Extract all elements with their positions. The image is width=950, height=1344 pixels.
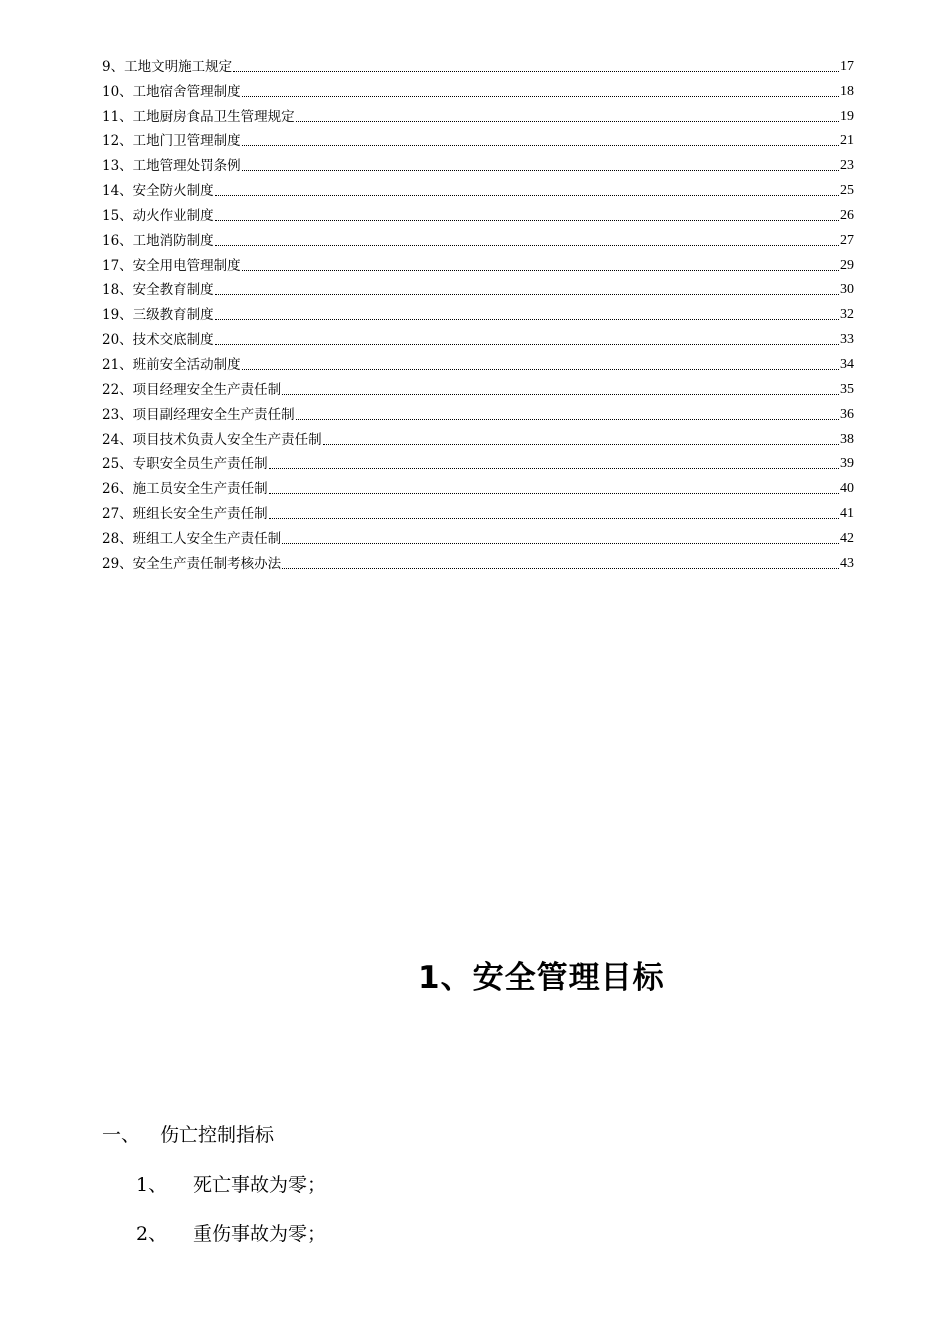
toc-entry-label: 11、工地厨房食品卫生管理规定: [102, 108, 295, 125]
section-title: 伤亡控制指标: [160, 1124, 275, 1146]
toc-entry-label: 28、班组工人安全生产责任制: [102, 530, 282, 547]
toc-entry[interactable]: [102, 276, 854, 301]
toc-entry-label: 14、安全防火制度: [102, 183, 214, 200]
toc-entry-page: 23: [840, 158, 854, 174]
toc-entry-page: 42: [840, 530, 854, 546]
toc-leader-dots: [242, 145, 839, 146]
toc-entry[interactable]: [102, 400, 854, 425]
page-title: 1、安全管理目标: [418, 960, 665, 996]
toc-entry-page: 32: [840, 307, 854, 323]
toc-entry-page: 36: [840, 406, 854, 422]
toc-entry-page: 39: [840, 456, 854, 472]
toc-leader-dots: [242, 170, 839, 171]
toc-entry-page: 19: [840, 108, 854, 124]
toc-entry-label: 21、班前安全活动制度: [102, 356, 241, 373]
toc-leader-dots: [282, 394, 839, 395]
list-item: [136, 1170, 326, 1197]
toc-entry-page: 40: [840, 481, 854, 497]
toc-entry-page: 41: [840, 506, 854, 522]
toc-entry[interactable]: [102, 300, 854, 325]
toc-entry-page: 29: [840, 257, 854, 273]
toc-leader-dots: [269, 493, 839, 494]
toc-entry-page: 26: [840, 207, 854, 223]
table-of-contents: [102, 52, 854, 574]
toc-leader-dots: [242, 369, 839, 370]
toc-entry-page: 35: [840, 381, 854, 397]
toc-entry[interactable]: [102, 151, 854, 176]
section-heading: [102, 1120, 274, 1147]
toc-entry-label: 17、安全用电管理制度: [102, 257, 241, 274]
toc-leader-dots: [269, 468, 839, 469]
toc-entry-label: 26、施工员安全生产责任制: [102, 481, 268, 498]
toc-entry[interactable]: [102, 201, 854, 226]
toc-entry-label: 23、项目副经理安全生产责任制: [102, 406, 295, 423]
list-item-number: 1、: [136, 1174, 168, 1196]
toc-entry[interactable]: [102, 251, 854, 276]
list-item: [136, 1219, 326, 1246]
toc-entry-label: 25、专职安全员生产责任制: [102, 456, 268, 473]
toc-entry-label: 20、技术交底制度: [102, 332, 214, 349]
toc-leader-dots: [215, 220, 839, 221]
toc-leader-dots: [215, 294, 839, 295]
toc-entry-page: 27: [840, 232, 854, 248]
toc-entry[interactable]: [102, 350, 854, 375]
section-number: 一、: [102, 1124, 141, 1146]
toc-entry-label: 13、工地管理处罚条例: [102, 158, 241, 175]
toc-entry-page: 38: [840, 431, 854, 447]
toc-entry-label: 22、项目经理安全生产责任制: [102, 381, 282, 398]
toc-entry-page: 25: [840, 183, 854, 199]
toc-entry[interactable]: [102, 474, 854, 499]
toc-leader-dots: [215, 344, 839, 345]
toc-leader-dots: [215, 319, 839, 320]
toc-leader-dots: [269, 518, 839, 519]
toc-entry-label: 18、安全教育制度: [102, 282, 214, 299]
toc-entry-page: 21: [840, 133, 854, 149]
toc-entry-label: 16、工地消防制度: [102, 232, 214, 249]
toc-entry-label: 12、工地门卫管理制度: [102, 133, 241, 150]
toc-entry[interactable]: [102, 102, 854, 127]
toc-entry-label: 10、工地宿舍管理制度: [102, 83, 241, 100]
toc-entry-label: 27、班组长安全生产责任制: [102, 506, 268, 523]
toc-leader-dots: [242, 96, 839, 97]
toc-entry[interactable]: [102, 375, 854, 400]
list-item-text: 重伤事故为零；: [193, 1223, 327, 1245]
toc-entry-label: 9、工地文明施工规定: [102, 58, 233, 75]
toc-entry[interactable]: [102, 450, 854, 475]
toc-entry-label: 24、项目技术负责人安全生产责任制: [102, 431, 322, 448]
toc-entry[interactable]: [102, 549, 854, 574]
toc-entry[interactable]: [102, 226, 854, 251]
toc-entry[interactable]: [102, 176, 854, 201]
toc-leader-dots: [242, 270, 839, 271]
toc-entry-page: 43: [840, 555, 854, 571]
toc-entry[interactable]: [102, 524, 854, 549]
list-item-number: 2、: [136, 1223, 168, 1245]
toc-leader-dots: [282, 568, 839, 569]
toc-entry[interactable]: [102, 127, 854, 152]
toc-leader-dots: [323, 444, 839, 445]
toc-entry-page: 33: [840, 332, 854, 348]
toc-leader-dots: [215, 195, 839, 196]
toc-entry[interactable]: [102, 499, 854, 524]
toc-entry-label: 29、安全生产责任制考核办法: [102, 555, 282, 572]
toc-entry[interactable]: [102, 77, 854, 102]
toc-entry[interactable]: [102, 425, 854, 450]
toc-leader-dots: [296, 121, 839, 122]
toc-leader-dots: [233, 71, 839, 72]
toc-entry-label: 19、三级教育制度: [102, 307, 214, 324]
toc-entry[interactable]: [102, 52, 854, 77]
toc-leader-dots: [296, 419, 839, 420]
toc-leader-dots: [215, 245, 839, 246]
toc-entry-page: 17: [840, 58, 854, 74]
toc-entry-page: 30: [840, 282, 854, 298]
toc-entry-page: 34: [840, 356, 854, 372]
toc-entry[interactable]: [102, 325, 854, 350]
toc-entry-label: 15、动火作业制度: [102, 207, 214, 224]
toc-leader-dots: [282, 543, 839, 544]
toc-entry-page: 18: [840, 83, 854, 99]
list-item-text: 死亡事故为零；: [193, 1174, 327, 1196]
